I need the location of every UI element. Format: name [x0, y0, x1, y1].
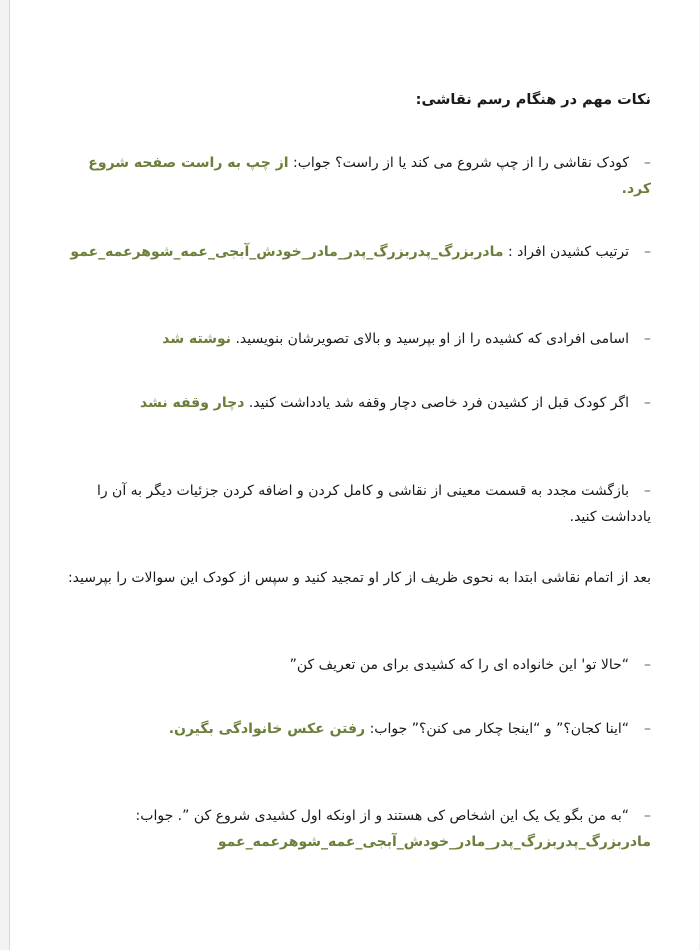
instruction-paragraph: بعد از اتمام نقاشی ابتدا به نحوی ظریف از کار او تمجید کنید و سپس از کودک این سوالات را بپرسید:	[67, 570, 651, 586]
dash-bullet-icon: –	[644, 657, 651, 673]
question-text: “به من بگو یک یک این اشخاص کی هستند و از اونکه اول کشیدی شروع کن ”. جواب:	[135, 808, 629, 824]
list-item	[58, 390, 651, 416]
question-item	[58, 652, 651, 678]
section-heading: نکات مهم در هنگام رسم نقاشی:	[415, 92, 651, 108]
item-text: کودک نقاشی را از چپ شروع می کند یا از راست؟ جواب:	[288, 155, 629, 171]
dash-bullet-icon: –	[644, 395, 651, 411]
question-item	[58, 716, 651, 742]
dash-bullet-icon: –	[644, 808, 651, 824]
list-item	[58, 239, 651, 265]
dash-bullet-icon: –	[644, 244, 651, 260]
item-answer: نوشته شد	[162, 331, 232, 347]
item-answer: مادربزرگ_پدربزرگ_پدر_مادر_خودش_آبجی_عمه_شوهرعمه_عمو	[70, 244, 504, 260]
question-text: “حالا تو' این خانواده ای را که کشیدی برای من تعریف کن”	[289, 657, 629, 673]
item-text: بازگشت مجدد به قسمت معینی از نقاشی و کامل کردن و اضافه کردن جزئیات دیگر به آن را یادداشت کنید.	[96, 483, 651, 525]
item-text: اسامی افرادی که کشیده را از او بپرسید و بالای تصویرشان بنویسید.	[231, 331, 629, 347]
question-text: “اینا کجان؟” و “اینجا چکار می کنن؟” جواب:	[365, 721, 629, 737]
list-item	[58, 150, 651, 202]
question-answer: رفتن عکس خانوادگی بگیرن.	[168, 721, 366, 737]
item-text: اگر کودک قبل از کشیدن فرد خاصی دچار وقفه شد یادداشت کنید.	[244, 395, 629, 411]
dash-bullet-icon: –	[644, 331, 651, 347]
dash-bullet-icon: –	[644, 483, 651, 499]
list-item	[58, 478, 651, 530]
question-item	[58, 803, 651, 855]
question-answer: مادربزرگ_پدربزرگ_پدر_مادر_خودش_آبجی_عمه_شوهرعمه_عمو	[217, 834, 651, 850]
item-answer: از چپ به راست صفحه شروع کرد.	[88, 155, 651, 197]
dash-bullet-icon: –	[644, 155, 651, 171]
list-item	[58, 326, 651, 352]
dash-bullet-icon: –	[644, 721, 651, 737]
item-text: ترتیب کشیدن افراد :	[503, 244, 629, 260]
item-answer: دچار وقفه نشد	[140, 395, 245, 411]
document-page	[9, 0, 699, 950]
